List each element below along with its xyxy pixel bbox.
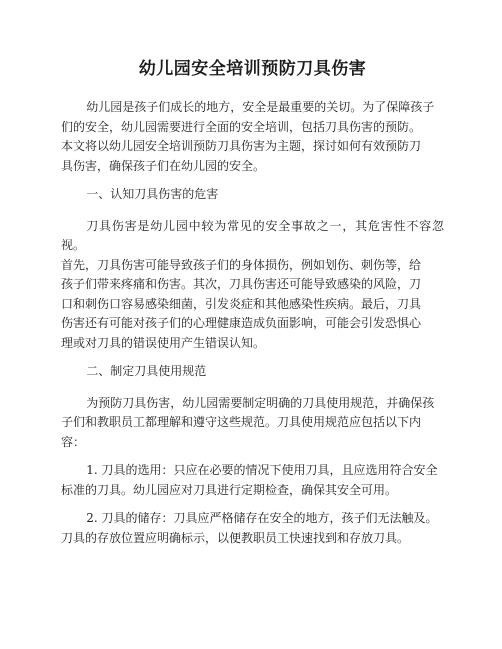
- section2-line: 为预防刀具伤害，幼儿园需要制定明确的刀具使用规范，并确保孩: [86, 395, 435, 410]
- intro-line: 具伤害，确保孩子们在幼儿园的安全。: [61, 158, 266, 173]
- section2-paragraph: [61, 394, 444, 453]
- section1-line: 口和刺伤口容易感染细菌，引发炎症和其他感染性疾病。最后，刀具: [61, 296, 422, 311]
- section-heading-1: 一、认知刀具伤害的危害: [86, 187, 219, 201]
- section-heading-2: 二、制定刀具使用规范: [86, 364, 207, 378]
- intro-line: 们的安全，幼儿园需要进行全面的安全培训，包括刀具伤害的预防。: [61, 119, 422, 134]
- section2-line: 容：: [61, 434, 86, 449]
- section2-line: 子们和教职员工都理解和遵守这些规范。刀具使用规范应包括以下内: [61, 415, 422, 429]
- intro-paragraph: [61, 98, 444, 176]
- list-item-line: 2. 刀具的储存：刀具应严格储存在安全的地方，孩子们无法触及。: [86, 511, 438, 525]
- section1-line: 理或对刀具的错误使用产生错误认知。: [61, 335, 266, 350]
- intro-line: 本文将以幼儿园安全培训预防刀具伤害为主题，探讨如何有效预防刀: [61, 139, 422, 153]
- section1-paragraph: [61, 217, 444, 354]
- section1-line: 首先，刀具伤害可能导致孩子们的身体损伤，例如划伤、刺伤等，给: [61, 257, 422, 272]
- list-item-line: 1. 刀具的选用：只应在必要的情况下使用刀具，且应选用符合安全: [86, 463, 438, 477]
- list-item-2: [61, 509, 444, 548]
- section1-line: 刀具伤害是幼儿园中较为常见的安全事故之一，其危害性不容忽视。: [61, 218, 444, 252]
- list-item-1: [61, 461, 444, 500]
- list-item-line: 标准的刀具。幼儿园应对刀具进行定期检查，确保其安全可用。: [61, 482, 398, 497]
- section1-line: 伤害还有可能对孩子们的心理健康造成负面影响，可能会引发恐惧心: [61, 316, 422, 330]
- list-item-line: 刀具的存放位置应明确标示，以便教职员工快速找到和存放刀具。: [61, 530, 410, 545]
- document-title: 幼儿园安全培训预防刀具伤害: [138, 59, 367, 79]
- section1-line: 孩子们带来疼痛和伤害。其次，刀具伤害还可能导致感染的风险，刀: [61, 277, 422, 291]
- intro-line: 幼儿园是孩子们成长的地方，安全是最重要的关切。为了保障孩子: [86, 100, 435, 114]
